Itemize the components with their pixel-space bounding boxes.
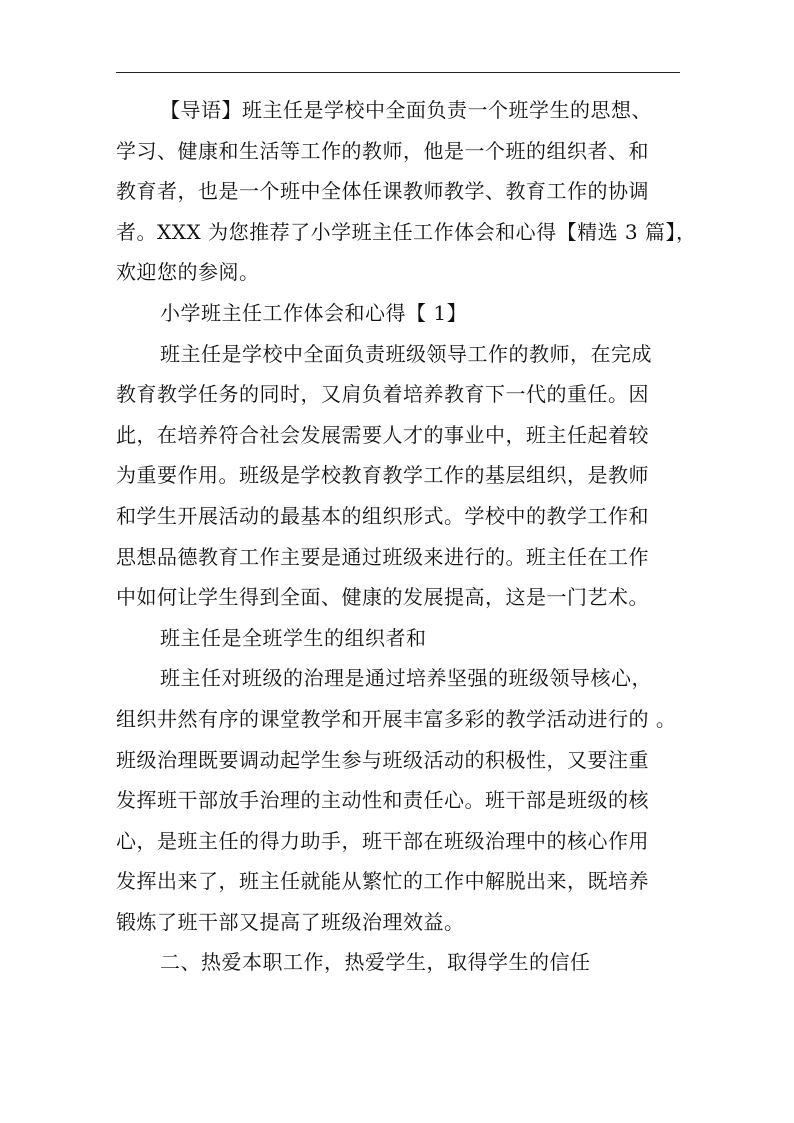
paragraph-line: 教育教学任务的同时，又肩负着培养教育下一代的重任。因 [116, 382, 649, 407]
section-heading: 小学班主任工作体会和心得【 1】 [160, 300, 468, 325]
paragraph-line: 此，在培养符合社会发展需要人才的事业中，班主任起着较 [116, 422, 649, 447]
paragraph-line: 为重要作用。班级是学校教育教学工作的基层组织，是教师 [116, 463, 649, 488]
paragraph-line: 班主任对班级的治理是通过培养坚强的班级领导核心， [160, 666, 652, 691]
header-rule [116, 72, 680, 73]
document-body [116, 90, 697, 983]
intro-line: 学习、健康和生活等工作的教师，他是一个班的组织者、和 [116, 138, 649, 163]
paragraph-line: 锻炼了班干部又提高了班级治理效益。 [116, 909, 465, 934]
intro-line: 教育者，也是一个班中全体任课教师教学、教育工作的协调 [116, 179, 649, 204]
paragraph-line: 思想品德教育工作主要是通过班级来进行的。班主任在工作 [116, 544, 649, 569]
paragraph-line: 组织井然有序的课堂教学和开展丰富多彩的教学活动进行的 。 [116, 706, 677, 731]
paragraph-line: 心，是班主任的得力助手，班干部在班级治理中的核心作用 [116, 828, 649, 853]
paragraph-line: 发挥班干部放手治理的主动性和责任心。班干部是班级的核 [116, 788, 649, 813]
paragraph-line: 中如何让学生得到全面、健康的发展提高，这是一门艺术。 [116, 585, 649, 610]
paragraph-line: 班主任是学校中全面负责班级领导工作的教师，在完成 [160, 341, 652, 366]
intro-line: 者。XXX 为您推荐了小学班主任工作体会和心得【精选 3 篇】， [116, 219, 697, 244]
paragraph-line: 和学生开展活动的最基本的组织形式。学校中的教学工作和 [116, 503, 649, 528]
intro-line: 欢迎您的参阅。 [116, 260, 260, 285]
paragraph-line: 班级治理既要调动起学生参与班级活动的积极性，又要注重 [116, 747, 649, 772]
paragraph-line: 发挥出来了，班主任就能从繁忙的工作中解脱出来，既培养 [116, 869, 649, 894]
subheading: 班主任是全班学生的组织者和 [160, 625, 427, 650]
intro-line: 【导语】班主任是学校中全面负责一个班学生的思想、 [160, 98, 652, 122]
subheading: 二、热爱本职工作，热爱学生，取得学生的信任 [160, 950, 591, 975]
